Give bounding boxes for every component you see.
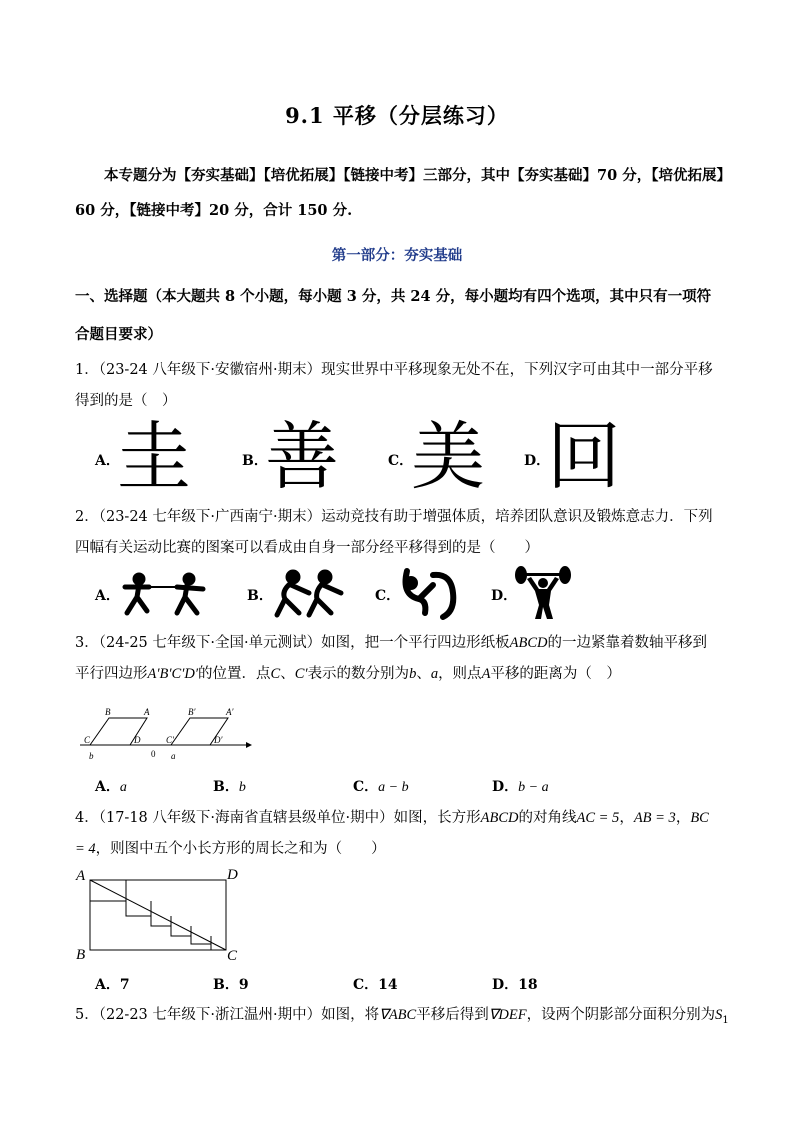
question-number: 3． — [75, 635, 99, 651]
option-c[interactable]: C．a − b — [353, 779, 409, 795]
label-a: A — [144, 707, 150, 717]
weightlifter-figure-icon[interactable] — [513, 565, 573, 621]
label-d-prime: D′ — [214, 735, 223, 745]
label-b: B — [105, 707, 111, 717]
q1-options — [95, 414, 725, 500]
option-d-char[interactable]: 回 — [547, 414, 621, 500]
option-d[interactable]: D．b − a — [492, 779, 549, 795]
label-c: C — [84, 735, 91, 745]
question-source: （23-24 七年级下·广西南宁·期末） — [98, 509, 322, 525]
option-b-label: B． — [247, 588, 273, 604]
question-1 — [75, 355, 715, 417]
page-title: 9.1 平移（分层练习） — [285, 103, 509, 128]
question-text: 现实世界中平移现象无处不在，下列汉字可由其中一部分平移得到的是（ ） — [75, 362, 713, 409]
label-c-prime: C′ — [166, 735, 174, 745]
wrestling-figure-icon[interactable] — [269, 569, 349, 619]
option-c-label: C． — [388, 453, 414, 469]
question-source: （23-24 八年级下·安徽宿州·期末） — [98, 362, 322, 378]
option-b[interactable]: B．9 — [213, 977, 249, 993]
label-b-lower: b — [89, 751, 94, 761]
option-d-label: D． — [491, 588, 518, 604]
option-c[interactable]: C．14 — [353, 977, 398, 993]
option-d-label: D． — [524, 453, 551, 469]
question-5: 5．（22-23 七年级下·浙江温州·期中）如图，将∇ABC平移后得到∇DEF，设两个阴影部分面积分别为$S_1$ — [75, 1007, 729, 1026]
question-number: 2． — [75, 509, 99, 525]
option-d[interactable]: D．18 — [492, 977, 538, 993]
label-a-lower: a — [171, 751, 176, 761]
q3-figure — [78, 702, 258, 766]
option-b-label: B． — [242, 453, 268, 469]
question-source: （17-18 八年级下·海南省直辖县级单位·期中） — [98, 810, 394, 826]
label-a-prime: A′ — [226, 707, 234, 717]
option-a-label: A． — [95, 453, 120, 469]
question-number: 4． — [75, 810, 99, 826]
question-number: 5． — [75, 1007, 99, 1023]
option-b-char[interactable]: 善 — [265, 414, 339, 500]
label-a: A — [76, 868, 86, 884]
intro-paragraph: 本专题分为【夯实基础】【培优拓展】【链接中考】三部分，其中【夯实基础】70 分，【培优拓展】60 分，【链接中考】20 分，合计 150 分. — [75, 167, 724, 219]
option-a[interactable]: A．a — [95, 779, 127, 795]
option-c-char[interactable]: 美 — [411, 414, 485, 500]
section-heading: 第一部分：夯实基础 — [331, 247, 463, 264]
question-text: 运动竞技有助于增强体质，培养团队意识及锻炼意志力．下列四幅有关运动比赛的图案可以看成由自身一部分经平移得到的是（ ） — [75, 509, 713, 556]
label-d: D — [227, 867, 238, 883]
question-source: （24-25 七年级下·全国·单元测试） — [98, 635, 322, 651]
label-zero: 0 — [151, 749, 156, 759]
option-b[interactable]: B．b — [213, 779, 246, 795]
gymnast-figure-icon[interactable] — [397, 565, 463, 621]
option-a[interactable]: A．7 — [95, 977, 130, 993]
option-c-label: C． — [375, 588, 401, 604]
q2-options — [95, 565, 695, 623]
part-heading: 一、选择题（本大题共 8 个小题，每小题 3 分，共 24 分，每小题均有四个选项，其中只有一项符合题目要求） — [75, 288, 712, 343]
label-b-prime: B′ — [188, 707, 196, 717]
fencing-figure-icon[interactable] — [119, 571, 209, 617]
question-4: 4．（17-18 八年级下·海南省直辖县级单位·期中）如图，长方形ABCD的对角线AC = 5，AB = 3，BC = 4，则图中五个小长方形的周长之和为（ ） — [75, 810, 709, 857]
question-2 — [75, 502, 715, 564]
q4-figure — [74, 866, 246, 962]
question-number: 1． — [75, 362, 99, 378]
question-3: 3．（24-25 七年级下·全国·单元测试）如图，把一个平行四边形纸板ABCD的一边紧靠着数轴平移到平行四边形A′B′C′D′的位置．点C、C′表示的数分别为b、a，则点A平移的距离为（ ） — [75, 635, 707, 682]
label-b: B — [76, 947, 86, 962]
question-source: （22-23 七年级下·浙江温州·期中） — [98, 1007, 322, 1023]
option-a-label: A． — [95, 588, 120, 604]
label-c: C — [227, 948, 238, 962]
option-a-char[interactable]: 圭 — [117, 414, 191, 500]
label-d: D — [134, 735, 141, 745]
